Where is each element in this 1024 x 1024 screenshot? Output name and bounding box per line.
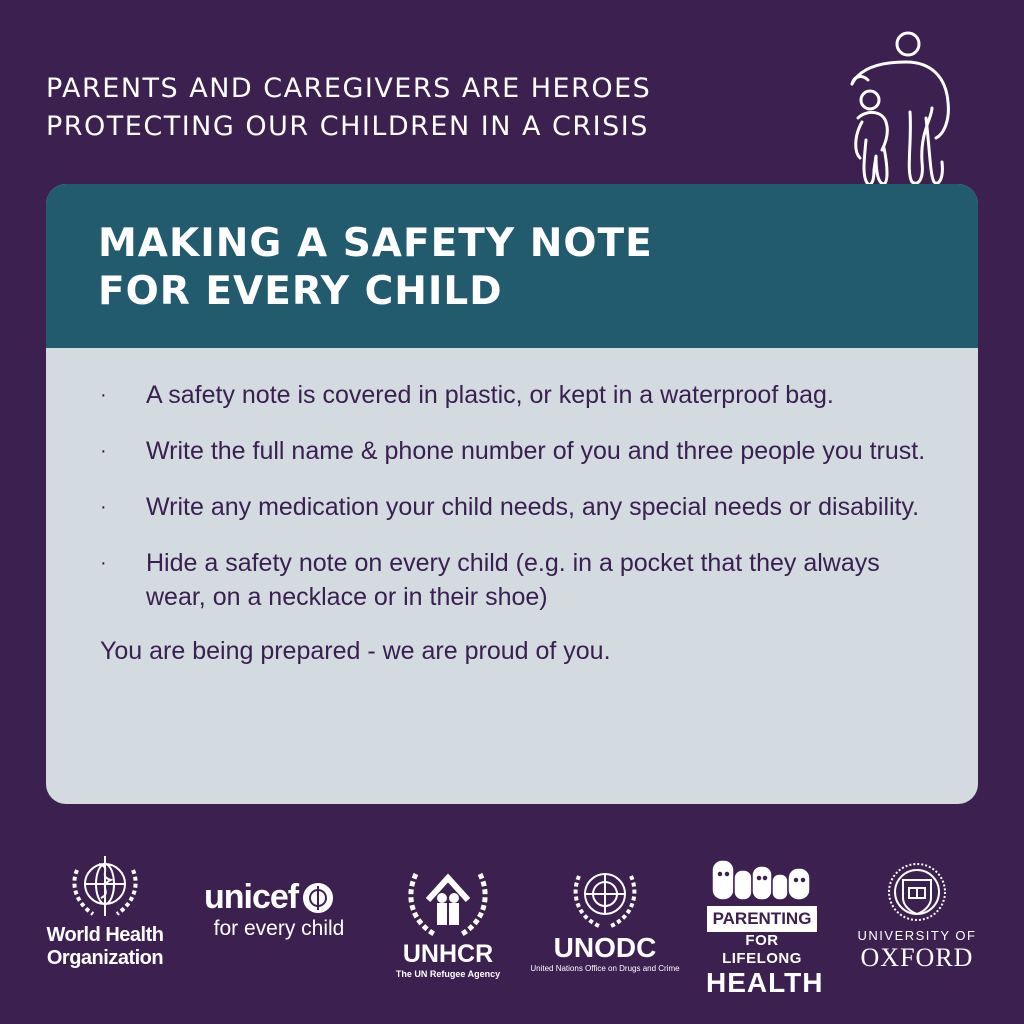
parent-child-icon bbox=[840, 22, 960, 190]
safety-note-card bbox=[46, 184, 978, 804]
who-line-1: World Health bbox=[46, 924, 164, 946]
bullet-dot: · bbox=[100, 440, 107, 462]
unhcr-logo bbox=[388, 860, 508, 979]
header-line-2: PROTECTING OUR CHILDREN IN A CRISIS bbox=[46, 111, 649, 142]
list-item bbox=[100, 378, 938, 412]
unhcr-tagline: The UN Refugee Agency bbox=[395, 969, 501, 979]
bullet-dot: · bbox=[100, 384, 107, 406]
unicef-logo bbox=[204, 878, 354, 941]
plh-characters-icon bbox=[708, 856, 816, 906]
header-tagline bbox=[46, 70, 651, 146]
bullet-text: Write any medication your child needs, any special needs or disability. bbox=[146, 493, 920, 521]
list-item bbox=[100, 434, 938, 468]
who-emblem-icon bbox=[63, 850, 147, 924]
unodc-tagline: United Nations Office on Drugs and Crime bbox=[530, 964, 680, 973]
header-line-1: PARENTS AND CAREGIVERS ARE HEROES bbox=[46, 73, 652, 104]
card-header bbox=[46, 184, 978, 348]
bullet-dot: · bbox=[100, 496, 107, 518]
un-emblem-icon bbox=[565, 860, 645, 932]
oxford-line-2: OXFORD bbox=[860, 943, 974, 972]
card-title-line-1: MAKING A SAFETY NOTE bbox=[98, 221, 653, 266]
card-title-line-2: FOR EVERY CHILD bbox=[98, 269, 503, 314]
card-title bbox=[98, 220, 978, 316]
unicef-wordmark: unicef bbox=[204, 878, 299, 916]
list-item bbox=[100, 546, 938, 614]
oxford-logo bbox=[852, 858, 982, 973]
partner-logos bbox=[0, 848, 1024, 998]
plh-box-label: PARENTING bbox=[707, 906, 818, 932]
plh-logo bbox=[706, 856, 824, 998]
oxford-crest-icon bbox=[885, 858, 949, 928]
bullet-dot: · bbox=[100, 552, 107, 574]
unhcr-wordmark: UNHCR bbox=[402, 940, 494, 968]
bullet-text: Write the full name & phone number of you and three people you trust. bbox=[146, 437, 926, 465]
card-body bbox=[46, 348, 978, 668]
plh-line-2: FOR LIFELONG bbox=[722, 932, 802, 967]
unicef-emblem-icon bbox=[301, 881, 335, 915]
unodc-wordmark: UNODC bbox=[553, 932, 657, 963]
unodc-logo bbox=[530, 860, 680, 973]
bullet-text: Hide a safety note on every child (e.g. in a pocket that they always wear, on a necklace or in their shoe) bbox=[146, 549, 880, 611]
who-logo bbox=[40, 850, 170, 970]
list-item bbox=[100, 490, 938, 524]
closing-message: You are being prepared - we are proud of you. bbox=[100, 637, 611, 665]
oxford-line-1: UNIVERSITY OF bbox=[857, 928, 977, 943]
plh-line-3: HEALTH bbox=[706, 967, 824, 998]
bullet-text: A safety note is covered in plastic, or kept in a waterproof bag. bbox=[146, 381, 834, 409]
who-line-2: Organization bbox=[46, 947, 164, 969]
unhcr-emblem-icon bbox=[398, 860, 498, 940]
unicef-tagline: for every child bbox=[213, 917, 345, 940]
